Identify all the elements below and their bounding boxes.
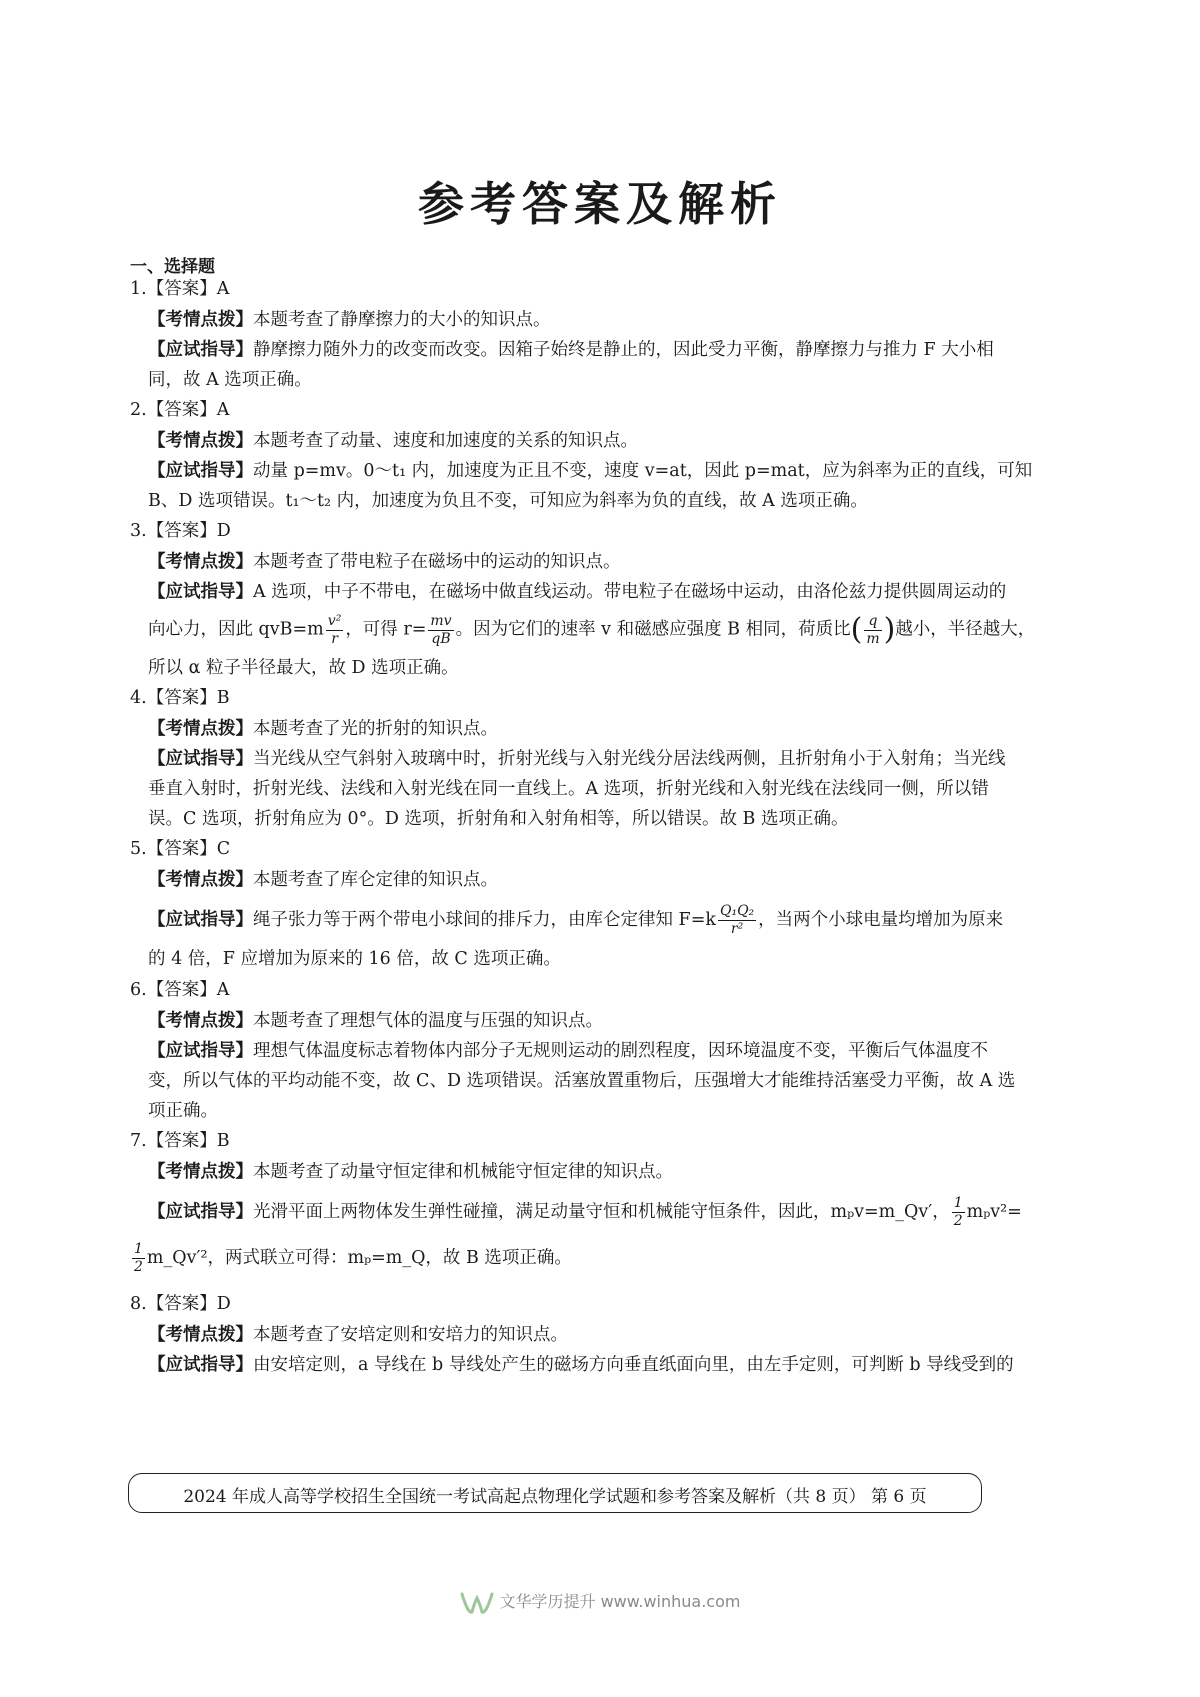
watermark: 文华学历提升 www.winhua.com	[0, 1589, 1200, 1616]
q7-answer: 7.【答案】B	[130, 1131, 230, 1151]
fraction: $\frac{\text{v²}}{r}$	[327, 612, 342, 647]
q1-guide: 【应试指导】静摩擦力随外力的改变而改变。因箱子始终是静止的，因此受力平衡，静摩擦力与推力 F 大小相	[148, 340, 994, 360]
q3-guide: 【应试指导】A 选项，中子不带电，在磁场中做直线运动。带电粒子在磁场中运动，由洛伦兹力提供圆周运动的	[148, 582, 1007, 602]
q6-guide-cont: 变，所以气体的平均动能不变，故 C、D 选项错误。活塞放置重物后，压强增大才能维持活塞受力平衡，故 A 选	[148, 1071, 1016, 1091]
section-heading: 一、选择题	[130, 257, 215, 277]
q8-guide: 【应试指导】由安培定则，a 导线在 b 导线处产生的磁场方向垂直纸面向里，由左手定则，可判断 b 导线受到的	[148, 1355, 1014, 1375]
q4-guide-cont: 误。C 选项，折射角应为 0°。D 选项，折射角和入射角相等，所以错误。故 B 选项正确。	[148, 809, 849, 829]
q5-answer: 5.【答案】C	[130, 839, 231, 859]
fraction: $\frac{1}{2}$	[953, 1195, 963, 1229]
q3-answer: 3.【答案】D	[130, 521, 231, 541]
q5-guide: 【应试指导】绳子张力等于两个带电小球间的排斥力，由库仑定律知 F=k $\frac{\text{Q₁Q₂}}{\text{r²}}$ ，当两个小球电量均增加为原来	[148, 903, 1004, 937]
page-title: 参考答案及解析	[418, 177, 782, 231]
q6-guide: 【应试指导】理想气体温度标志着物体内部分子无规则运动的剧烈程度，因环境温度不变，平衡后气体温度不	[148, 1041, 988, 1061]
page-footer: 2024 年成人高等学校招生全国统一考试高起点物理化学试题和参考答案及解析（共 8 页） 第 6 页	[183, 1487, 927, 1507]
fraction: $\frac{\text{Q₁Q₂}}{\text{r²}}$	[719, 903, 755, 937]
fraction: $\frac{mv}{qB}$	[430, 612, 452, 647]
q5-guide-cont: 的 4 倍，F 应增加为原来的 16 倍，故 C 选项正确。	[148, 949, 561, 969]
q4-tip: 【考情点拨】本题考查了光的折射的知识点。	[148, 719, 498, 739]
q2-guide-cont: B、D 选项错误。t₁～t₂ 内，加速度为负且不变，可知应为斜率为负的直线，故 A 选项正确。	[148, 491, 868, 511]
q6-tip: 【考情点拨】本题考查了理想气体的温度与压强的知识点。	[148, 1011, 603, 1031]
fraction: $\frac{1}{2}$	[134, 1241, 143, 1275]
q6-guide-cont: 项正确。	[148, 1101, 218, 1121]
winhua-logo-icon	[460, 1590, 494, 1616]
q7-guide: 【应试指导】光滑平面上两物体发生弹性碰撞，满足动量守恒和机械能守恒条件，因此，mₚv=m_Qv′， $\frac{1}{2}$ mₚv²=	[148, 1195, 1022, 1229]
q1-guide-cont: 同，故 A 选项正确。	[148, 370, 312, 390]
q8-tip: 【考情点拨】本题考查了安培定则和安培力的知识点。	[148, 1325, 568, 1345]
q6-answer: 6.【答案】A	[130, 980, 230, 1000]
q3-guide-formula-line: 向心力，因此 qvB=m $\frac{\text{v²}}{r}$ ，可得 r= $\frac{mv}{qB}$ 。因为它们的速率 v 和磁感应强度 B 相同，荷质比( $\frac{q}{m}$ )越小，半径越大，	[148, 612, 1036, 647]
q2-tip: 【考情点拨】本题考查了动量、速度和加速度的关系的知识点。	[148, 431, 638, 451]
q1-answer: 1.【答案】A	[130, 279, 230, 299]
q4-answer: 4.【答案】B	[130, 688, 230, 708]
q8-answer: 8.【答案】D	[130, 1294, 231, 1314]
q5-tip: 【考情点拨】本题考查了库仑定律的知识点。	[148, 870, 498, 890]
q3-tip: 【考情点拨】本题考查了带电粒子在磁场中的运动的知识点。	[148, 552, 621, 572]
fraction: $\frac{q}{m}$	[866, 612, 880, 647]
q2-answer: 2.【答案】A	[130, 400, 230, 420]
q4-guide: 【应试指导】当光线从空气斜射入玻璃中时，折射光线与入射光线分居法线两侧，且折射角小于入射角；当光线	[148, 749, 1006, 769]
q7-guide-cont: $\frac{1}{2}$ m_Qv′²，两式联立可得：mₚ=m_Q，故 B 选项正确。	[134, 1241, 572, 1275]
q2-guide: 【应试指导】动量 p=mv。0～t₁ 内，加速度为正且不变，速度 v=at，因此 p=mat，应为斜率为正的直线，可知	[148, 461, 1033, 481]
q7-tip: 【考情点拨】本题考查了动量守恒定律和机械能守恒定律的知识点。	[148, 1162, 673, 1182]
q4-guide-cont: 垂直入射时，折射光线、法线和入射光线在同一直线上。A 选项，折射光线和入射光线在法线同一侧，所以错	[148, 779, 989, 799]
q1-tip: 【考情点拨】本题考查了静摩擦力的大小的知识点。	[148, 310, 551, 330]
q3-guide-cont: 所以 α 粒子半径最大，故 D 选项正确。	[148, 658, 459, 678]
